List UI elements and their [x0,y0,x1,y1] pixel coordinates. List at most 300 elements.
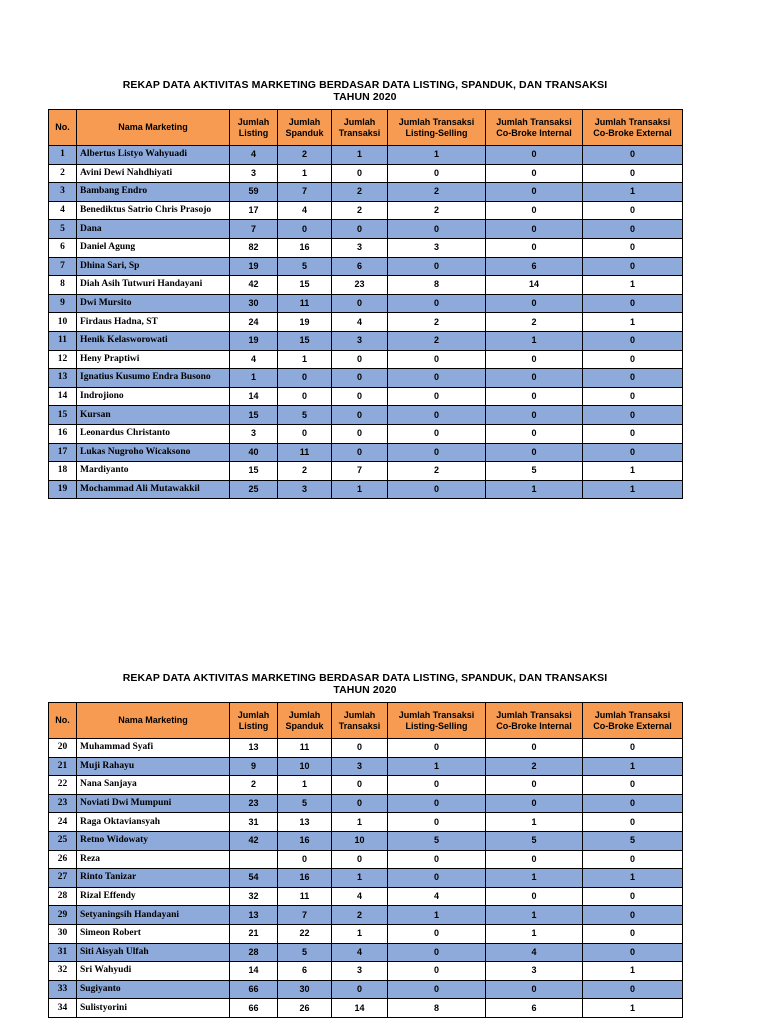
jumlah-spanduk-cell: 15 [278,276,332,295]
listing-selling-cell: 0 [388,924,486,943]
jumlah-spanduk-cell: 22 [278,924,332,943]
listing-selling-cell: 0 [388,794,486,813]
co-broke-internal-cell: 0 [486,794,583,813]
marketing-name-cell: Noviati Dwi Mumpuni [77,794,230,813]
jumlah-spanduk-cell: 3 [278,480,332,499]
jumlah-transaksi-cell: 1 [332,146,388,165]
jumlah-spanduk-cell: 2 [278,462,332,481]
listing-selling-cell: 0 [388,480,486,499]
listing-selling-cell: 0 [388,220,486,239]
table-row [49,146,683,165]
co-broke-external-cell: 1 [583,480,683,499]
header-jumlah-spanduk-line: Jumlah [288,116,321,127]
jumlah-transaksi-cell: 23 [332,276,388,295]
table-row [49,462,683,481]
jumlah-listing-cell: 28 [230,943,278,962]
row-number-cell: 16 [49,424,77,443]
jumlah-transaksi-cell: 3 [332,331,388,350]
jumlah-listing-cell [230,850,278,869]
co-broke-internal-cell: 0 [486,850,583,869]
co-broke-external-cell: 0 [583,924,683,943]
header-no [49,703,77,739]
marketing-name-cell: Kursan [77,406,230,425]
co-broke-external-cell: 1 [583,313,683,332]
jumlah-spanduk-cell: 1 [278,164,332,183]
jumlah-transaksi-cell: 0 [332,220,388,239]
co-broke-internal-cell: 0 [486,220,583,239]
co-broke-external-cell: 0 [583,906,683,925]
table-row [49,387,683,406]
jumlah-transaksi-cell: 4 [332,887,388,906]
table-row [49,331,683,350]
jumlah-spanduk-cell: 16 [278,831,332,850]
jumlah-spanduk-cell: 0 [278,424,332,443]
table-row [49,943,683,962]
jumlah-transaksi-cell: 1 [332,869,388,888]
row-number-cell: 28 [49,887,77,906]
row-number-cell: 18 [49,462,77,481]
jumlah-listing-cell: 4 [230,350,278,369]
row-number-cell: 14 [49,387,77,406]
jumlah-listing-cell: 3 [230,164,278,183]
jumlah-spanduk-cell: 26 [278,999,332,1018]
marketing-name-cell: Heny Praptiwi [77,350,230,369]
listing-selling-cell: 1 [388,757,486,776]
recap-table-block-1 [48,79,682,499]
jumlah-spanduk-cell: 16 [278,869,332,888]
co-broke-external-cell: 0 [583,387,683,406]
row-number-cell: 23 [49,794,77,813]
co-broke-external-cell: 0 [583,813,683,832]
row-number-cell: 29 [49,906,77,925]
header-jumlah-transaksi [332,110,388,146]
header-nama-marketing [77,703,230,739]
jumlah-spanduk-cell: 13 [278,813,332,832]
jumlah-spanduk-cell: 4 [278,201,332,220]
listing-selling-cell: 0 [388,980,486,999]
jumlah-listing-cell: 66 [230,999,278,1018]
marketing-name-cell: Raga Oktaviansyah [77,813,230,832]
header-nama-marketing [77,110,230,146]
jumlah-spanduk-cell: 11 [278,739,332,758]
header-co-broke-internal-line: Co-Broke Internal [496,127,572,138]
header-jumlah-transaksi [332,703,388,739]
jumlah-transaksi-cell: 0 [332,739,388,758]
co-broke-internal-cell: 0 [486,183,583,202]
header-jumlah-transaksi-line: Transaksi [338,127,381,138]
listing-selling-cell: 0 [388,739,486,758]
jumlah-spanduk-cell: 5 [278,794,332,813]
jumlah-transaksi-cell: 3 [332,238,388,257]
jumlah-listing-cell: 15 [230,406,278,425]
co-broke-internal-cell: 6 [486,999,583,1018]
co-broke-external-cell: 0 [583,294,683,313]
header-co-broke-external [583,110,683,146]
co-broke-internal-cell: 0 [486,369,583,388]
header-jumlah-listing-line: Listing [238,720,269,731]
row-number-cell: 24 [49,813,77,832]
row-number-cell: 15 [49,406,77,425]
row-number-cell: 4 [49,201,77,220]
jumlah-listing-cell: 13 [230,739,278,758]
header-jumlah-listing [230,110,278,146]
co-broke-external-cell: 0 [583,443,683,462]
row-number-cell: 22 [49,776,77,795]
jumlah-listing-cell: 82 [230,238,278,257]
marketing-name-cell: Setyaningsih Handayani [77,906,230,925]
jumlah-listing-cell: 21 [230,924,278,943]
header-jumlah-spanduk-line: Jumlah [288,709,321,720]
title-line-1: REKAP DATA AKTIVITAS MARKETING BERDASAR DATA LISTING, SPANDUK, DAN TRANSAKSI [122,79,608,91]
jumlah-listing-cell: 19 [230,331,278,350]
table-row [49,887,683,906]
co-broke-internal-cell: 0 [486,146,583,165]
row-number-cell: 17 [49,443,77,462]
header-co-broke-external-line: Jumlah Transaksi [594,709,671,720]
row-number-cell: 10 [49,313,77,332]
table-title [48,672,682,696]
marketing-name-cell: Reza [77,850,230,869]
listing-selling-cell: 0 [388,813,486,832]
jumlah-listing-cell: 54 [230,869,278,888]
table-row [49,850,683,869]
jumlah-spanduk-cell: 5 [278,257,332,276]
marketing-name-cell: Sugiyanto [77,980,230,999]
header-jumlah-listing-line: Listing [238,127,269,138]
jumlah-transaksi-cell: 3 [332,757,388,776]
table-row [49,794,683,813]
table-row [49,294,683,313]
jumlah-listing-cell: 4 [230,146,278,165]
co-broke-external-cell: 0 [583,887,683,906]
header-co-broke-internal [486,110,583,146]
listing-selling-cell: 0 [388,424,486,443]
jumlah-spanduk-cell: 10 [278,757,332,776]
jumlah-listing-cell: 25 [230,480,278,499]
header-jumlah-spanduk [278,110,332,146]
co-broke-internal-cell: 4 [486,943,583,962]
table-title [48,79,682,103]
listing-selling-cell: 0 [388,294,486,313]
header-jumlah-listing-line: Jumlah [237,709,270,720]
row-number-cell: 33 [49,980,77,999]
table-body [49,146,683,499]
row-number-cell: 26 [49,850,77,869]
co-broke-internal-cell: 5 [486,462,583,481]
row-number-cell: 6 [49,238,77,257]
jumlah-spanduk-cell: 11 [278,443,332,462]
header-row [49,703,683,739]
table-row [49,980,683,999]
jumlah-spanduk-cell: 1 [278,350,332,369]
jumlah-listing-cell: 66 [230,980,278,999]
co-broke-external-cell: 0 [583,739,683,758]
marketing-name-cell: Avini Dewi Nahdhiyati [77,164,230,183]
jumlah-transaksi-cell: 1 [332,480,388,499]
marketing-name-cell: Daniel Agung [77,238,230,257]
table-row [49,869,683,888]
table-row [49,924,683,943]
row-number-cell: 2 [49,164,77,183]
header-co-broke-internal [486,703,583,739]
listing-selling-cell: 0 [388,850,486,869]
table-row [49,424,683,443]
co-broke-internal-cell: 5 [486,831,583,850]
header-co-broke-internal-line: Jumlah Transaksi [496,116,572,127]
jumlah-spanduk-cell: 2 [278,146,332,165]
jumlah-spanduk-cell: 16 [278,238,332,257]
co-broke-external-cell: 1 [583,757,683,776]
co-broke-external-cell: 1 [583,462,683,481]
row-number-cell: 21 [49,757,77,776]
row-number-cell: 13 [49,369,77,388]
marketing-name-cell: Diah Asih Tutwuri Handayani [77,276,230,295]
co-broke-external-cell: 1 [583,183,683,202]
jumlah-spanduk-cell: 11 [278,887,332,906]
recap-table-block-2 [48,672,682,1018]
jumlah-listing-cell: 40 [230,443,278,462]
table-row [49,183,683,202]
marketing-name-cell: Bambang Endro [77,183,230,202]
header-no-line: No. [55,122,70,132]
co-broke-internal-cell: 0 [486,424,583,443]
co-broke-external-cell: 0 [583,406,683,425]
row-number-cell: 12 [49,350,77,369]
co-broke-internal-cell: 0 [486,350,583,369]
listing-selling-cell: 2 [388,183,486,202]
listing-selling-cell: 3 [388,238,486,257]
header-row [49,110,683,146]
co-broke-internal-cell: 1 [486,480,583,499]
jumlah-transaksi-cell: 0 [332,406,388,425]
table-row [49,480,683,499]
table-row [49,164,683,183]
header-no-line: No. [55,715,70,725]
jumlah-spanduk-cell: 7 [278,183,332,202]
jumlah-transaksi-cell: 2 [332,183,388,202]
co-broke-internal-cell: 0 [486,238,583,257]
co-broke-external-cell: 0 [583,220,683,239]
co-broke-internal-cell: 0 [486,776,583,795]
listing-selling-cell: 0 [388,943,486,962]
jumlah-spanduk-cell: 5 [278,943,332,962]
co-broke-internal-cell: 0 [486,443,583,462]
header-jumlah-listing-line: Jumlah [237,116,270,127]
jumlah-transaksi-cell: 4 [332,313,388,332]
co-broke-internal-cell: 1 [486,813,583,832]
co-broke-internal-cell: 2 [486,313,583,332]
listing-selling-cell: 8 [388,276,486,295]
listing-selling-cell: 0 [388,443,486,462]
header-jumlah-transaksi-line: Jumlah [343,116,376,127]
co-broke-external-cell: 0 [583,424,683,443]
jumlah-spanduk-cell: 1 [278,776,332,795]
co-broke-internal-cell: 3 [486,962,583,981]
co-broke-external-cell: 1 [583,869,683,888]
recap-table [48,702,683,1018]
table-row [49,813,683,832]
jumlah-spanduk-cell: 0 [278,850,332,869]
marketing-name-cell: Nana Sanjaya [77,776,230,795]
listing-selling-cell: 0 [388,869,486,888]
co-broke-internal-cell: 6 [486,257,583,276]
listing-selling-cell: 4 [388,887,486,906]
jumlah-listing-cell: 17 [230,201,278,220]
listing-selling-cell: 0 [388,776,486,795]
co-broke-external-cell: 0 [583,776,683,795]
marketing-name-cell: Siti Aisyah Ulfah [77,943,230,962]
listing-selling-cell: 2 [388,201,486,220]
co-broke-internal-cell: 0 [486,980,583,999]
marketing-name-cell: Ignatius Kusumo Endra Busono [77,369,230,388]
table-row [49,201,683,220]
table-row [49,276,683,295]
marketing-name-cell: Rizal Effendy [77,887,230,906]
jumlah-transaksi-cell: 0 [332,387,388,406]
header-listing-selling [388,110,486,146]
marketing-name-cell: Rinto Tanizar [77,869,230,888]
jumlah-listing-cell: 31 [230,813,278,832]
table-row [49,776,683,795]
co-broke-external-cell: 0 [583,794,683,813]
marketing-name-cell: Henik Kelasworowati [77,331,230,350]
jumlah-transaksi-cell: 6 [332,257,388,276]
jumlah-transaksi-cell: 0 [332,776,388,795]
jumlah-listing-cell: 13 [230,906,278,925]
listing-selling-cell: 0 [388,257,486,276]
row-number-cell: 32 [49,962,77,981]
jumlah-transaksi-cell: 7 [332,462,388,481]
co-broke-external-cell: 1 [583,999,683,1018]
co-broke-internal-cell: 1 [486,331,583,350]
jumlah-transaksi-cell: 2 [332,201,388,220]
header-co-broke-external-line: Jumlah Transaksi [594,116,671,127]
header-co-broke-external [583,703,683,739]
jumlah-transaksi-cell: 0 [332,794,388,813]
table-row [49,757,683,776]
co-broke-internal-cell: 1 [486,869,583,888]
jumlah-transaksi-cell: 0 [332,350,388,369]
jumlah-listing-cell: 23 [230,794,278,813]
jumlah-transaksi-cell: 0 [332,850,388,869]
jumlah-transaksi-cell: 0 [332,369,388,388]
header-listing-selling-line: Listing-Selling [405,720,468,731]
marketing-name-cell: Indrojiono [77,387,230,406]
jumlah-listing-cell: 2 [230,776,278,795]
marketing-name-cell: Dana [77,220,230,239]
title-line-2: TAHUN 2020 [333,684,397,696]
jumlah-transaksi-cell: 0 [332,164,388,183]
jumlah-transaksi-cell: 1 [332,924,388,943]
listing-selling-cell: 2 [388,331,486,350]
jumlah-listing-cell: 9 [230,757,278,776]
row-number-cell: 5 [49,220,77,239]
co-broke-external-cell: 1 [583,962,683,981]
jumlah-transaksi-cell: 2 [332,906,388,925]
header-no [49,110,77,146]
row-number-cell: 11 [49,331,77,350]
title-line-1: REKAP DATA AKTIVITAS MARKETING BERDASAR DATA LISTING, SPANDUK, DAN TRANSAKSI [122,672,608,684]
jumlah-spanduk-cell: 5 [278,406,332,425]
table-body [49,739,683,1018]
co-broke-internal-cell: 2 [486,757,583,776]
listing-selling-cell: 5 [388,831,486,850]
table-row [49,350,683,369]
table-row [49,739,683,758]
co-broke-external-cell: 0 [583,201,683,220]
jumlah-listing-cell: 59 [230,183,278,202]
table-row [49,238,683,257]
table-row [49,220,683,239]
jumlah-listing-cell: 30 [230,294,278,313]
listing-selling-cell: 0 [388,387,486,406]
co-broke-external-cell: 1 [583,276,683,295]
jumlah-transaksi-cell: 4 [332,943,388,962]
jumlah-listing-cell: 1 [230,369,278,388]
jumlah-listing-cell: 15 [230,462,278,481]
row-number-cell: 30 [49,924,77,943]
table-row [49,313,683,332]
jumlah-listing-cell: 3 [230,424,278,443]
marketing-name-cell: Lukas Nugroho Wicaksono [77,443,230,462]
listing-selling-cell: 0 [388,350,486,369]
co-broke-internal-cell: 0 [486,739,583,758]
row-number-cell: 31 [49,943,77,962]
row-number-cell: 25 [49,831,77,850]
co-broke-external-cell: 0 [583,238,683,257]
jumlah-listing-cell: 42 [230,276,278,295]
jumlah-listing-cell: 42 [230,831,278,850]
co-broke-internal-cell: 0 [486,387,583,406]
header-jumlah-spanduk-line: Spanduk [285,720,324,731]
header-jumlah-spanduk [278,703,332,739]
marketing-name-cell: Albertus Listyo Wahyuadi [77,146,230,165]
row-number-cell: 27 [49,869,77,888]
marketing-name-cell: Retno Widowaty [77,831,230,850]
co-broke-external-cell: 0 [583,943,683,962]
row-number-cell: 9 [49,294,77,313]
co-broke-internal-cell: 1 [486,924,583,943]
title-line-2: TAHUN 2020 [333,91,397,103]
co-broke-external-cell: 0 [583,369,683,388]
jumlah-spanduk-cell: 30 [278,980,332,999]
listing-selling-cell: 2 [388,313,486,332]
co-broke-internal-cell: 0 [486,406,583,425]
jumlah-spanduk-cell: 15 [278,331,332,350]
table-row [49,831,683,850]
table-row [49,443,683,462]
marketing-name-cell: Benediktus Satrio Chris Prasojo [77,201,230,220]
listing-selling-cell: 0 [388,369,486,388]
co-broke-internal-cell: 0 [486,164,583,183]
listing-selling-cell: 8 [388,999,486,1018]
marketing-name-cell: Firdaus Hadna, ST [77,313,230,332]
table-row [49,257,683,276]
listing-selling-cell: 1 [388,906,486,925]
co-broke-external-cell: 0 [583,980,683,999]
table-row [49,406,683,425]
co-broke-external-cell: 5 [583,831,683,850]
jumlah-transaksi-cell: 0 [332,980,388,999]
jumlah-spanduk-cell: 0 [278,220,332,239]
jumlah-spanduk-cell: 11 [278,294,332,313]
header-co-broke-external-line: Co-Broke External [593,720,672,731]
listing-selling-cell: 0 [388,406,486,425]
table-row [49,962,683,981]
co-broke-internal-cell: 0 [486,201,583,220]
jumlah-transaksi-cell: 0 [332,424,388,443]
marketing-name-cell: Sulistyorini [77,999,230,1018]
